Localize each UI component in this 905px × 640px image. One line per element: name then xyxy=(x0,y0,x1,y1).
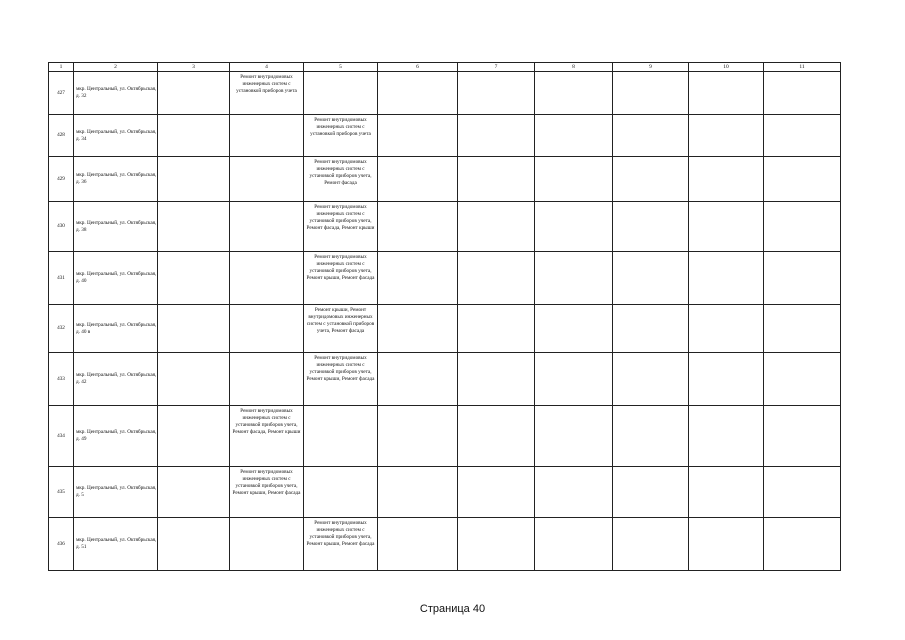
empty-cell xyxy=(764,72,841,115)
address-cell: мкр. Центральный, ул. Октябрьская, д. 38 xyxy=(74,202,158,252)
address-cell: мкр. Центральный, ул. Октябрьская, д. 5 xyxy=(74,467,158,518)
col5-work-cell: Ремонт внутридомовых инженерных систем с установкой приборов учета, Ремонт фасада, Ремонт крыши xyxy=(304,202,378,252)
empty-cell xyxy=(689,406,764,467)
empty-cell xyxy=(535,157,613,202)
row-number-cell: 433 xyxy=(49,353,74,406)
empty-cell xyxy=(689,353,764,406)
table-row xyxy=(49,202,841,252)
empty-cell xyxy=(535,353,613,406)
row-number-cell: 434 xyxy=(49,406,74,467)
column-header: 6 xyxy=(378,63,458,72)
col3-cell xyxy=(158,305,230,353)
col3-cell xyxy=(158,157,230,202)
col5-work-cell: Ремонт внутридомовых инженерных систем с установкой приборов учета, Ремонт крыши, Ремонт фасада xyxy=(304,518,378,571)
col5-work-cell xyxy=(304,467,378,518)
address-cell: мкр. Центральный, ул. Октябрьская, д. 40 xyxy=(74,252,158,305)
column-header: 8 xyxy=(535,63,613,72)
empty-cell xyxy=(378,72,458,115)
empty-cell xyxy=(535,72,613,115)
empty-cell xyxy=(764,202,841,252)
col4-work-cell xyxy=(230,252,304,305)
row-number-cell: 430 xyxy=(49,202,74,252)
empty-cell xyxy=(764,353,841,406)
empty-cell xyxy=(613,252,689,305)
col3-cell xyxy=(158,353,230,406)
empty-cell xyxy=(458,202,535,252)
col3-cell xyxy=(158,115,230,157)
empty-cell xyxy=(458,518,535,571)
address-cell: мкр. Центральный, ул. Октябрьская, д. 42 xyxy=(74,353,158,406)
address-cell: мкр. Центральный, ул. Октябрьская, д. 34 xyxy=(74,115,158,157)
row-number-cell: 436 xyxy=(49,518,74,571)
table-row xyxy=(49,115,841,157)
empty-cell xyxy=(689,72,764,115)
empty-cell xyxy=(535,202,613,252)
empty-cell xyxy=(689,252,764,305)
col3-cell xyxy=(158,202,230,252)
empty-cell xyxy=(613,157,689,202)
empty-cell xyxy=(764,157,841,202)
empty-cell xyxy=(764,406,841,467)
col4-work-cell xyxy=(230,202,304,252)
column-header: 5 xyxy=(304,63,378,72)
col3-cell xyxy=(158,518,230,571)
col5-work-cell xyxy=(304,406,378,467)
empty-cell xyxy=(378,353,458,406)
col3-cell xyxy=(158,467,230,518)
empty-cell xyxy=(689,467,764,518)
empty-cell xyxy=(458,115,535,157)
column-header: 1 xyxy=(49,63,74,72)
col4-work-cell xyxy=(230,353,304,406)
empty-cell xyxy=(764,305,841,353)
col4-work-cell: Ремонт внутридомовых инженерных систем с установкой приборов учета, Ремонт крыши, Ремонт фасада xyxy=(230,467,304,518)
table-row xyxy=(49,252,841,305)
empty-cell xyxy=(689,202,764,252)
empty-cell xyxy=(378,467,458,518)
col4-work-cell: Ремонт внутридомовых инженерных систем с установкой приборов учета xyxy=(230,72,304,115)
col3-cell xyxy=(158,406,230,467)
works-table xyxy=(48,62,841,571)
col5-work-cell: Ремонт внутридомовых инженерных систем с установкой приборов учета, Ремонт крыши, Ремонт фасада xyxy=(304,353,378,406)
empty-cell xyxy=(535,406,613,467)
empty-cell xyxy=(613,305,689,353)
empty-cell xyxy=(378,157,458,202)
empty-cell xyxy=(458,252,535,305)
col5-work-cell: Ремонт внутридомовых инженерных систем с установкой приборов учета, Ремонт крыши, Ремонт фасада xyxy=(304,252,378,305)
col4-work-cell: Ремонт внутридомовых инженерных систем с установкой приборов учета, Ремонт фасада, Ремонт крыши xyxy=(230,406,304,467)
column-header: 10 xyxy=(689,63,764,72)
address-cell: мкр. Центральный, ул. Октябрьская, д. 36 xyxy=(74,157,158,202)
column-header: 2 xyxy=(74,63,158,72)
address-cell: мкр. Центральный, ул. Октябрьская, д. 49 xyxy=(74,406,158,467)
table-row xyxy=(49,467,841,518)
address-cell: мкр. Центральный, ул. Октябрьская, д. 51 xyxy=(74,518,158,571)
col4-work-cell xyxy=(230,157,304,202)
empty-cell xyxy=(378,518,458,571)
column-number-row xyxy=(49,63,841,72)
col5-work-cell xyxy=(304,72,378,115)
table-row xyxy=(49,72,841,115)
empty-cell xyxy=(535,305,613,353)
empty-cell xyxy=(764,467,841,518)
empty-cell xyxy=(458,353,535,406)
empty-cell xyxy=(613,518,689,571)
row-number-cell: 432 xyxy=(49,305,74,353)
table-row xyxy=(49,518,841,571)
empty-cell xyxy=(764,115,841,157)
table-body xyxy=(49,72,841,571)
row-number-cell: 428 xyxy=(49,115,74,157)
empty-cell xyxy=(535,518,613,571)
col5-work-cell: Ремонт внутридомовых инженерных систем с установкой приборов учета xyxy=(304,115,378,157)
empty-cell xyxy=(613,467,689,518)
address-cell: мкр. Центральный, ул. Октябрьская, д. 40 в xyxy=(74,305,158,353)
empty-cell xyxy=(535,467,613,518)
empty-cell xyxy=(764,518,841,571)
empty-cell xyxy=(613,406,689,467)
column-header: 7 xyxy=(458,63,535,72)
empty-cell xyxy=(378,252,458,305)
row-number-cell: 431 xyxy=(49,252,74,305)
empty-cell xyxy=(689,518,764,571)
table-row xyxy=(49,353,841,406)
column-header: 4 xyxy=(230,63,304,72)
table-row xyxy=(49,406,841,467)
row-number-cell: 427 xyxy=(49,72,74,115)
row-number-cell: 429 xyxy=(49,157,74,202)
table-row xyxy=(49,157,841,202)
col3-cell xyxy=(158,72,230,115)
row-number-cell: 435 xyxy=(49,467,74,518)
column-header: 11 xyxy=(764,63,841,72)
empty-cell xyxy=(613,72,689,115)
empty-cell xyxy=(378,406,458,467)
col4-work-cell xyxy=(230,305,304,353)
empty-cell xyxy=(535,252,613,305)
empty-cell xyxy=(689,157,764,202)
empty-cell xyxy=(764,252,841,305)
col3-cell xyxy=(158,252,230,305)
empty-cell xyxy=(689,305,764,353)
empty-cell xyxy=(458,157,535,202)
column-header: 9 xyxy=(613,63,689,72)
col5-work-cell: Ремонт крыши, Ремонт внутридомовых инженерных систем с установкой приборов учета, Ремонт фасада xyxy=(304,305,378,353)
empty-cell xyxy=(378,202,458,252)
column-header: 3 xyxy=(158,63,230,72)
empty-cell xyxy=(458,305,535,353)
empty-cell xyxy=(378,115,458,157)
page-number: Страница 40 xyxy=(419,603,486,615)
empty-cell xyxy=(535,115,613,157)
empty-cell xyxy=(613,115,689,157)
empty-cell xyxy=(613,353,689,406)
table-row xyxy=(49,305,841,353)
empty-cell xyxy=(458,406,535,467)
col4-work-cell xyxy=(230,518,304,571)
empty-cell xyxy=(458,467,535,518)
col4-work-cell xyxy=(230,115,304,157)
col5-work-cell: Ремонт внутридомовых инженерных систем с установкой приборов учета, Ремонт фасада xyxy=(304,157,378,202)
empty-cell xyxy=(378,305,458,353)
empty-cell xyxy=(613,202,689,252)
empty-cell xyxy=(458,72,535,115)
address-cell: мкр. Центральный, ул. Октябрьская, д. 32 xyxy=(74,72,158,115)
empty-cell xyxy=(689,115,764,157)
